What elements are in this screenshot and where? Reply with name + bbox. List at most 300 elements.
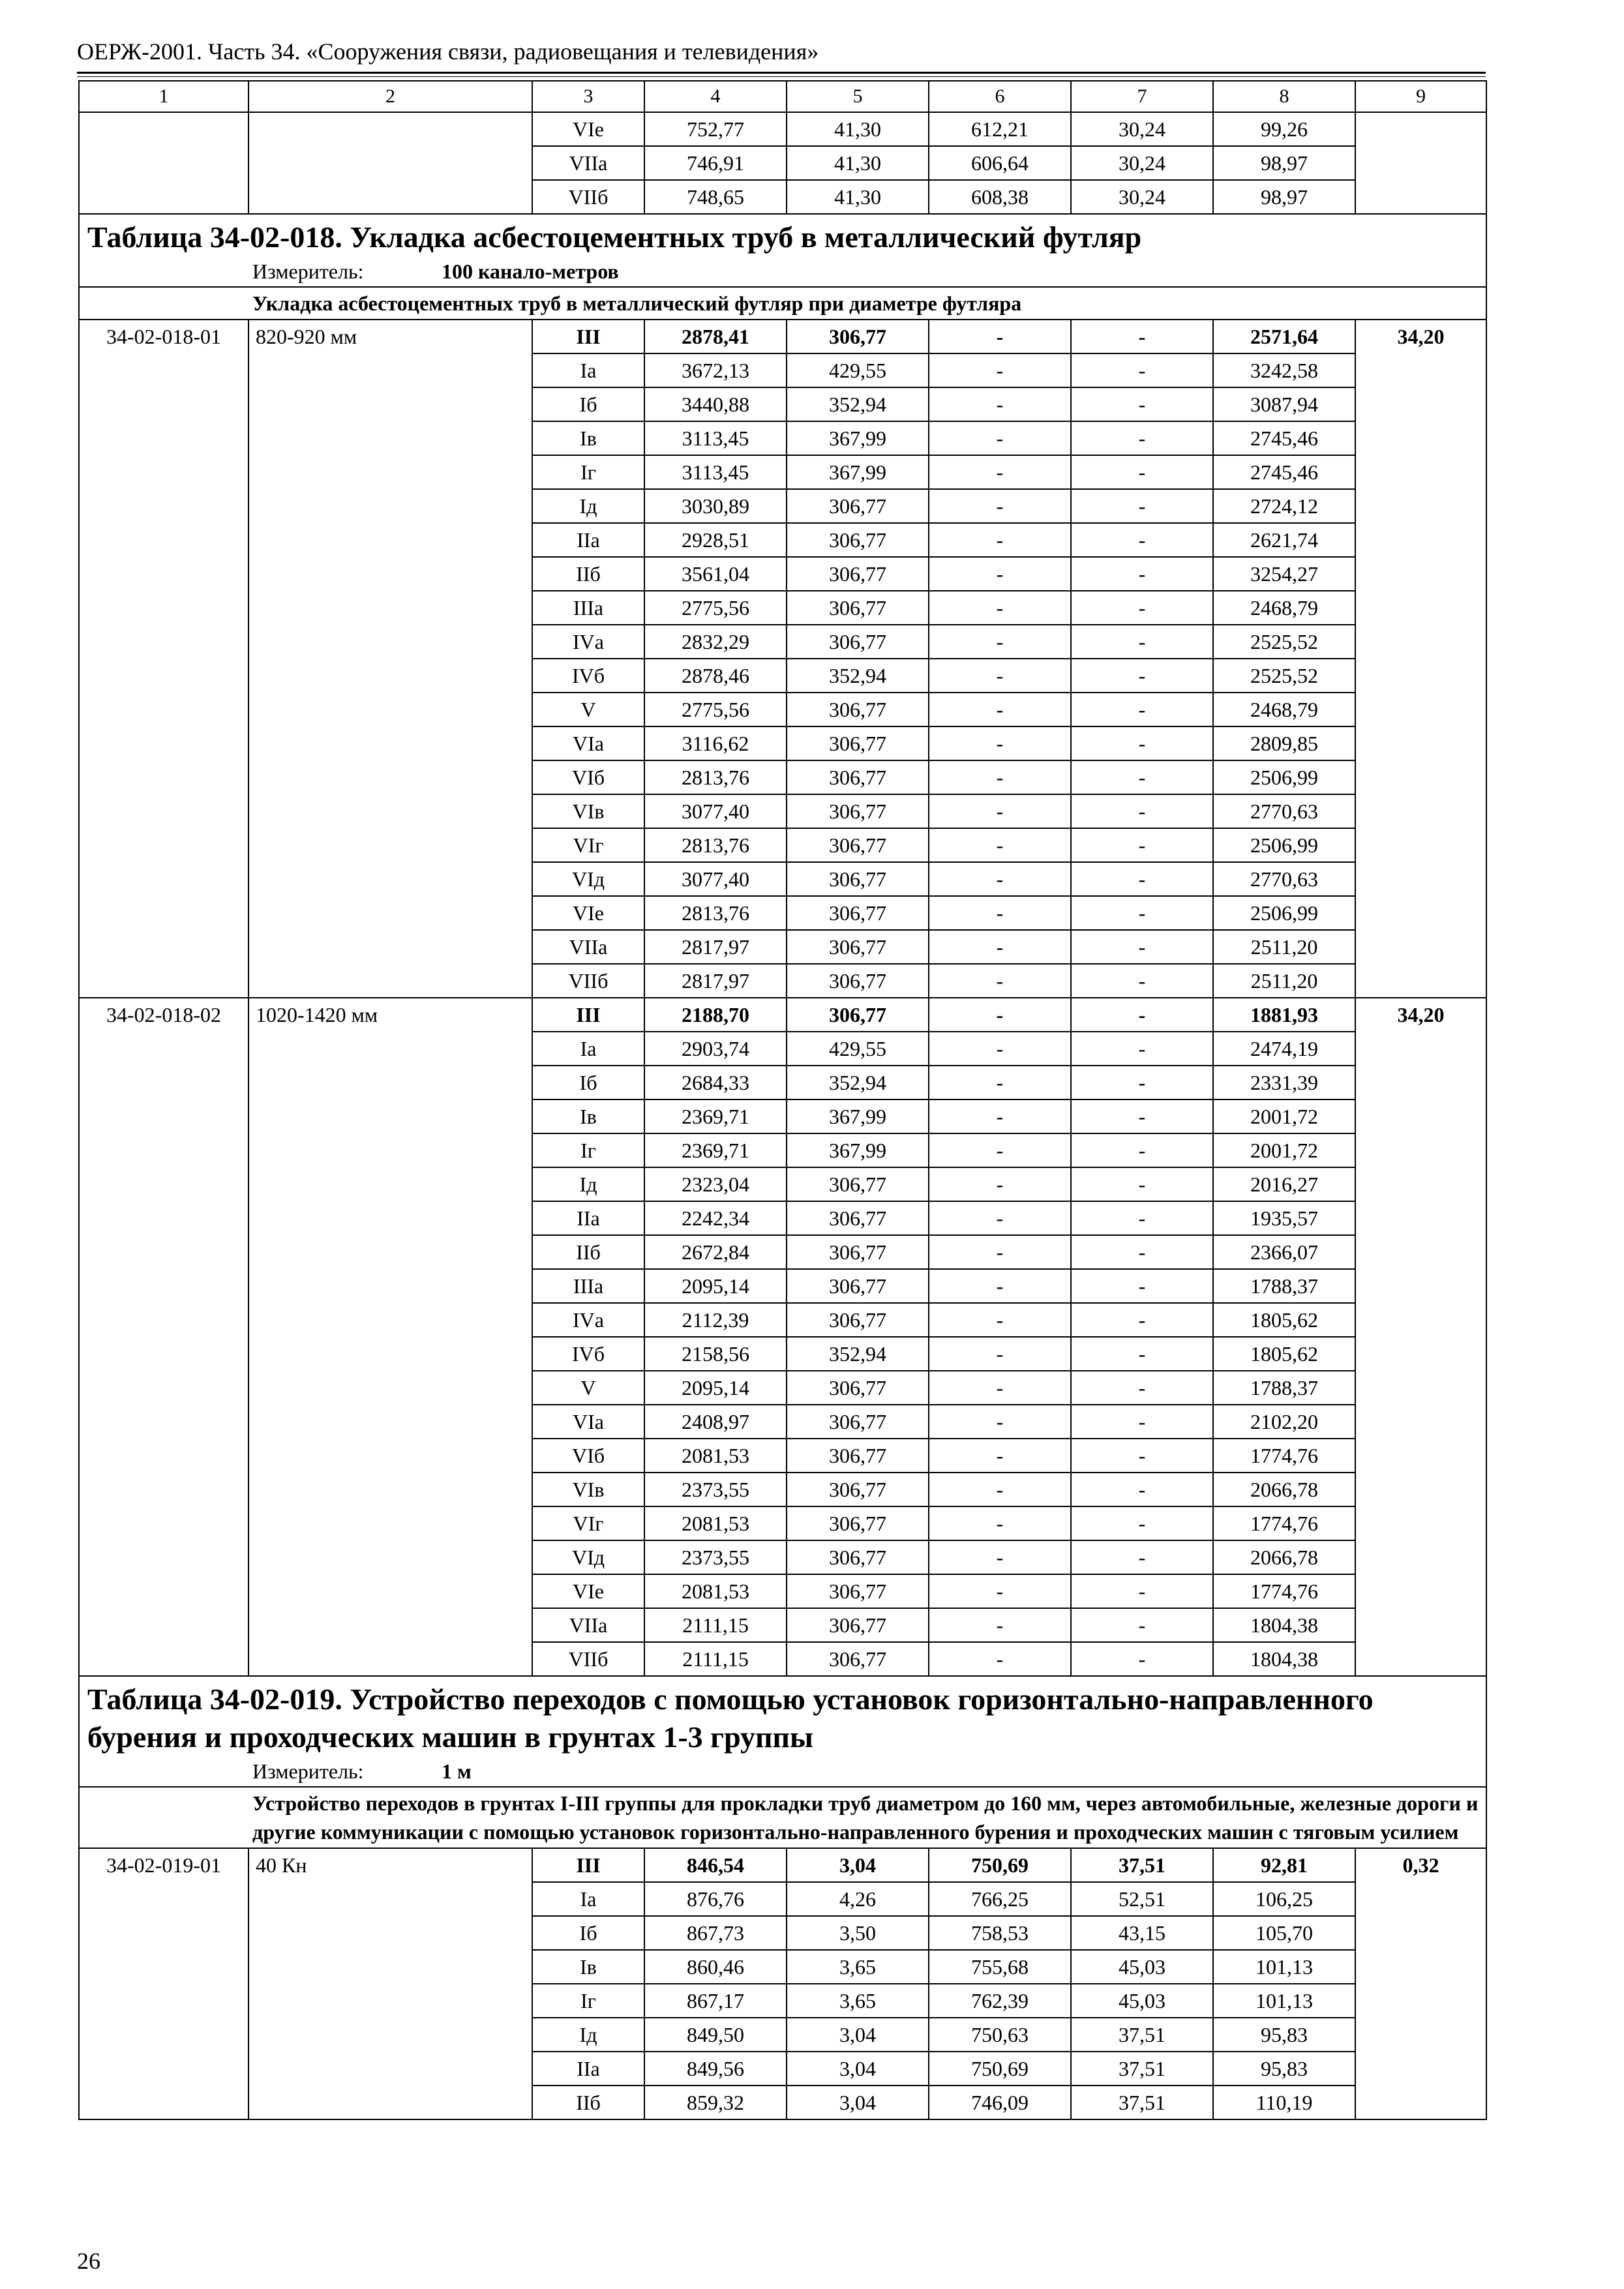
value-cell: 306,77: [787, 896, 929, 930]
zone-cell: Iа: [532, 353, 644, 387]
value-cell: 2474,19: [1213, 1032, 1355, 1066]
value-cell: 2331,39: [1213, 1066, 1355, 1100]
page-number: 26: [77, 2248, 100, 2274]
value-cell: 306,77: [787, 1540, 929, 1574]
zone-cell: IIб: [532, 1235, 644, 1269]
value-cell: 2511,20: [1213, 930, 1355, 964]
value-cell: 2468,79: [1213, 591, 1355, 625]
value-cell: 2928,51: [644, 523, 787, 557]
zone-cell: Iв: [532, 421, 644, 455]
value-cell: 2111,15: [644, 1608, 787, 1642]
value-cell: 3,65: [787, 1950, 929, 1984]
zone-cell: IVа: [532, 625, 644, 659]
item-name: 820-920 мм: [248, 320, 532, 998]
value-cell: 306,77: [787, 1201, 929, 1235]
value-cell: -: [929, 625, 1071, 659]
header-rule: [77, 72, 1486, 74]
column-number: 1: [79, 81, 248, 112]
value-cell: -: [1071, 828, 1213, 862]
value-cell: 755,68: [929, 1950, 1071, 1984]
value-cell: 2878,46: [644, 659, 787, 693]
measure-label: Измеритель:: [252, 260, 364, 283]
subheading: Устройство переходов в грунтах I-III группы для прокладки труб диаметром до 160 мм, через автомобильные, железные дороги и другие коммуникации с помощью установок горизонтально-направленного бурения и проходческих машин с тяговым усилием: [252, 1791, 1479, 1844]
zone-cell: VIе: [532, 112, 644, 146]
value-cell: 3,65: [787, 1984, 929, 2018]
value-cell: 306,77: [787, 998, 929, 1032]
value-cell: -: [1071, 387, 1213, 421]
value-cell: 306,77: [787, 1303, 929, 1337]
value-cell: 2903,74: [644, 1032, 787, 1066]
zone-cell: VIб: [532, 1439, 644, 1473]
value-cell: 608,38: [929, 180, 1071, 214]
value-cell: -: [929, 760, 1071, 794]
value-cell: 306,77: [787, 557, 929, 591]
measure-value: 100 канало-метров: [442, 260, 619, 283]
column-number: 9: [1355, 81, 1486, 112]
value-cell: 101,13: [1213, 1984, 1355, 2018]
value-cell: 30,24: [1071, 180, 1213, 214]
value-cell: 3,50: [787, 1916, 929, 1950]
value-cell: 52,51: [1071, 1882, 1213, 1916]
value-cell: -: [1071, 1066, 1213, 1100]
value-cell: 2066,78: [1213, 1540, 1355, 1574]
value-cell: 306,77: [787, 1608, 929, 1642]
zone-cell: V: [532, 1371, 644, 1405]
value-cell: -: [929, 421, 1071, 455]
value-cell: 37,51: [1071, 2018, 1213, 2052]
value-cell: 306,77: [787, 1371, 929, 1405]
value-cell: 2813,76: [644, 896, 787, 930]
value-cell: 2188,70: [644, 998, 787, 1032]
value-cell: 352,94: [787, 659, 929, 693]
value-cell: 95,83: [1213, 2052, 1355, 2086]
zone-cell: Iд: [532, 489, 644, 523]
value-cell: 45,03: [1071, 1984, 1213, 2018]
value-cell: 2724,12: [1213, 489, 1355, 523]
value-cell: 3,04: [787, 1848, 929, 1882]
value-cell: 2745,46: [1213, 455, 1355, 489]
value-cell: -: [929, 1337, 1071, 1371]
zone-cell: IIIа: [532, 591, 644, 625]
value-cell: 45,03: [1071, 1950, 1213, 1984]
value-cell: -: [929, 1133, 1071, 1167]
value-cell: 306,77: [787, 1506, 929, 1540]
value-cell: 2242,34: [644, 1201, 787, 1235]
zone-cell: V: [532, 693, 644, 726]
table-title: Таблица 34-02-018. Укладка асбестоцементных труб в металлический футляр: [79, 214, 1486, 256]
zone-cell: VIIб: [532, 1642, 644, 1676]
value-cell: 2102,20: [1213, 1405, 1355, 1439]
value-cell: 849,56: [644, 2052, 787, 2086]
zone-cell: Iб: [532, 1066, 644, 1100]
value-cell: 2366,07: [1213, 1235, 1355, 1269]
value-cell: -: [929, 1201, 1071, 1235]
value-cell: -: [1071, 1574, 1213, 1608]
value-cell: 3087,94: [1213, 387, 1355, 421]
zone-cell: Iд: [532, 1167, 644, 1201]
labor-cell-empty: [1355, 112, 1486, 214]
value-cell: -: [929, 1608, 1071, 1642]
value-cell: -: [1071, 523, 1213, 557]
column-number: 8: [1213, 81, 1355, 112]
value-cell: 306,77: [787, 320, 929, 353]
value-cell: 352,94: [787, 1066, 929, 1100]
value-cell: 3242,58: [1213, 353, 1355, 387]
value-cell: -: [1071, 726, 1213, 760]
value-cell: -: [929, 1506, 1071, 1540]
value-cell: 2111,15: [644, 1642, 787, 1676]
value-cell: -: [929, 1269, 1071, 1303]
value-cell: -: [929, 1066, 1071, 1100]
subheading: Укладка асбестоцементных труб в металлический футляр при диаметре футляра: [252, 292, 1022, 315]
value-cell: 3254,27: [1213, 557, 1355, 591]
zone-cell: IIа: [532, 523, 644, 557]
value-cell: 2369,71: [644, 1100, 787, 1133]
value-cell: 98,97: [1213, 146, 1355, 180]
value-cell: 306,77: [787, 964, 929, 998]
value-cell: -: [1071, 659, 1213, 693]
value-cell: 1805,62: [1213, 1303, 1355, 1337]
table-title: Таблица 34-02-019. Устройство переходов с помощью установок горизонтально-направленного бурения и проходческих машин в грунтах 1-3 группы: [79, 1676, 1486, 1756]
value-cell: 860,46: [644, 1950, 787, 1984]
labor-cost: 0,32: [1355, 1848, 1486, 2119]
value-cell: 92,81: [1213, 1848, 1355, 1882]
zone-cell: IIIа: [532, 1269, 644, 1303]
labor-cost: 34,20: [1355, 320, 1486, 998]
value-cell: -: [929, 353, 1071, 387]
value-cell: -: [1071, 1235, 1213, 1269]
value-cell: 750,69: [929, 1848, 1071, 1882]
zone-cell: Iд: [532, 2018, 644, 2052]
value-cell: -: [1071, 455, 1213, 489]
value-cell: 306,77: [787, 862, 929, 896]
table-row: [79, 112, 1486, 146]
value-cell: 306,77: [787, 1235, 929, 1269]
table-title-row: [79, 214, 1486, 256]
value-cell: 3,04: [787, 2052, 929, 2086]
value-cell: 2813,76: [644, 828, 787, 862]
zone-cell: VIб: [532, 760, 644, 794]
zone-cell: Iа: [532, 1882, 644, 1916]
value-cell: 2770,63: [1213, 862, 1355, 896]
column-number: 5: [787, 81, 929, 112]
value-cell: 2511,20: [1213, 964, 1355, 998]
zone-cell: VIа: [532, 1405, 644, 1439]
zone-cell: VIе: [532, 1574, 644, 1608]
value-cell: 306,77: [787, 1642, 929, 1676]
name-cell-empty: [248, 112, 532, 214]
item-name: 40 Кн: [248, 1848, 532, 2119]
zone-cell: Iв: [532, 1950, 644, 1984]
column-number: 3: [532, 81, 644, 112]
subheading-row: [79, 1787, 1486, 1848]
value-cell: -: [1071, 1303, 1213, 1337]
value-cell: 2745,46: [1213, 421, 1355, 455]
value-cell: -: [929, 591, 1071, 625]
value-cell: 762,39: [929, 1984, 1071, 2018]
subheading-row: [79, 287, 1486, 320]
value-cell: -: [1071, 1439, 1213, 1473]
labor-cost: 34,20: [1355, 998, 1486, 1676]
zone-cell: Iа: [532, 1032, 644, 1066]
value-cell: -: [929, 557, 1071, 591]
value-cell: -: [929, 523, 1071, 557]
value-cell: 306,77: [787, 1405, 929, 1439]
value-cell: -: [929, 828, 1071, 862]
value-cell: 746,91: [644, 146, 787, 180]
zone-cell: VIIа: [532, 146, 644, 180]
value-cell: 306,77: [787, 726, 929, 760]
value-cell: 3116,62: [644, 726, 787, 760]
value-cell: -: [1071, 1337, 1213, 1371]
value-cell: 98,97: [1213, 180, 1355, 214]
value-cell: 2016,27: [1213, 1167, 1355, 1201]
value-cell: 429,55: [787, 1032, 929, 1066]
value-cell: 306,77: [787, 1574, 929, 1608]
value-cell: 110,19: [1213, 2086, 1355, 2119]
value-cell: 3,04: [787, 2018, 929, 2052]
value-cell: -: [1071, 1608, 1213, 1642]
zone-cell: Iг: [532, 1984, 644, 2018]
value-cell: 867,17: [644, 1984, 787, 2018]
value-cell: 2878,41: [644, 320, 787, 353]
value-cell: 1804,38: [1213, 1608, 1355, 1642]
value-cell: 3113,45: [644, 421, 787, 455]
value-cell: 2506,99: [1213, 896, 1355, 930]
value-cell: 876,76: [644, 1882, 787, 1916]
zone-cell: VIIа: [532, 1608, 644, 1642]
value-cell: -: [929, 1473, 1071, 1506]
value-cell: 106,25: [1213, 1882, 1355, 1916]
value-cell: -: [1071, 1473, 1213, 1506]
value-cell: -: [929, 896, 1071, 930]
value-cell: 306,77: [787, 693, 929, 726]
column-number: 4: [644, 81, 787, 112]
value-cell: -: [1071, 1167, 1213, 1201]
value-cell: 746,09: [929, 2086, 1071, 2119]
value-cell: 2001,72: [1213, 1100, 1355, 1133]
value-cell: 37,51: [1071, 2052, 1213, 2086]
value-cell: 2817,97: [644, 964, 787, 998]
value-cell: 3077,40: [644, 794, 787, 828]
column-number: 6: [929, 81, 1071, 112]
value-cell: 859,32: [644, 2086, 787, 2119]
value-cell: 352,94: [787, 1337, 929, 1371]
value-cell: 367,99: [787, 1133, 929, 1167]
value-cell: 41,30: [787, 180, 929, 214]
zone-cell: VIг: [532, 828, 644, 862]
value-cell: -: [1071, 760, 1213, 794]
value-cell: -: [929, 1574, 1071, 1608]
value-cell: -: [1071, 353, 1213, 387]
value-cell: 41,30: [787, 112, 929, 146]
value-cell: -: [1071, 1100, 1213, 1133]
value-cell: 429,55: [787, 353, 929, 387]
value-cell: 306,77: [787, 828, 929, 862]
value-cell: 3561,04: [644, 557, 787, 591]
column-number-row: [79, 81, 1486, 112]
value-cell: 2525,52: [1213, 659, 1355, 693]
value-cell: 1881,93: [1213, 998, 1355, 1032]
value-cell: -: [1071, 421, 1213, 455]
value-cell: 750,63: [929, 2018, 1071, 2052]
value-cell: -: [929, 1100, 1071, 1133]
value-cell: 43,15: [1071, 1916, 1213, 1950]
value-cell: -: [929, 693, 1071, 726]
zone-cell: VIIб: [532, 964, 644, 998]
value-cell: 2323,04: [644, 1167, 787, 1201]
measure-label: Измеритель:: [252, 1759, 364, 1783]
value-cell: -: [929, 930, 1071, 964]
value-cell: -: [929, 862, 1071, 896]
value-cell: 37,51: [1071, 1848, 1213, 1882]
value-cell: -: [1071, 1133, 1213, 1167]
item-code: 34-02-018-02: [79, 998, 248, 1676]
value-cell: 1788,37: [1213, 1371, 1355, 1405]
value-cell: 2081,53: [644, 1574, 787, 1608]
value-cell: 306,77: [787, 1473, 929, 1506]
value-cell: 2373,55: [644, 1540, 787, 1574]
zone-cell: IVб: [532, 659, 644, 693]
value-cell: -: [929, 320, 1071, 353]
value-cell: -: [929, 489, 1071, 523]
value-cell: 2081,53: [644, 1439, 787, 1473]
zone-cell: Iг: [532, 1133, 644, 1167]
value-cell: 606,64: [929, 146, 1071, 180]
value-cell: -: [929, 455, 1071, 489]
value-cell: -: [1071, 1506, 1213, 1540]
value-cell: 2112,39: [644, 1303, 787, 1337]
value-cell: 95,83: [1213, 2018, 1355, 2052]
value-cell: 2525,52: [1213, 625, 1355, 659]
value-cell: 2832,29: [644, 625, 787, 659]
value-cell: -: [1071, 1269, 1213, 1303]
value-cell: 99,26: [1213, 112, 1355, 146]
value-cell: -: [1071, 794, 1213, 828]
value-cell: -: [929, 726, 1071, 760]
value-cell: 2684,33: [644, 1066, 787, 1100]
zone-cell: VIд: [532, 862, 644, 896]
column-number: 7: [1071, 81, 1213, 112]
zone-cell: III: [532, 1848, 644, 1882]
value-cell: 2809,85: [1213, 726, 1355, 760]
table-row: [79, 1848, 1486, 1882]
header-rule-thin: [77, 76, 1486, 77]
measure-cell: [79, 1756, 1486, 1787]
value-cell: 2001,72: [1213, 1133, 1355, 1167]
value-cell: 1788,37: [1213, 1269, 1355, 1303]
zone-cell: IIб: [532, 2086, 644, 2119]
column-number: 2: [248, 81, 532, 112]
value-cell: -: [929, 998, 1071, 1032]
page-header: ОЕРЖ-2001. Часть 34. «Сооружения связи, радиовещания и телевидения»: [77, 38, 819, 65]
value-cell: -: [929, 1540, 1071, 1574]
value-cell: 2571,64: [1213, 320, 1355, 353]
value-cell: 306,77: [787, 489, 929, 523]
value-cell: -: [1071, 557, 1213, 591]
value-cell: 2369,71: [644, 1133, 787, 1167]
value-cell: 4,26: [787, 1882, 929, 1916]
zone-cell: VIIа: [532, 930, 644, 964]
value-cell: 3672,13: [644, 353, 787, 387]
value-cell: 1804,38: [1213, 1642, 1355, 1676]
value-cell: 2621,74: [1213, 523, 1355, 557]
value-cell: 367,99: [787, 421, 929, 455]
item-code: 34-02-018-01: [79, 320, 248, 998]
value-cell: 752,77: [644, 112, 787, 146]
value-cell: 306,77: [787, 625, 929, 659]
value-cell: 3440,88: [644, 387, 787, 421]
value-cell: 849,50: [644, 2018, 787, 2052]
value-cell: -: [1071, 896, 1213, 930]
value-cell: 41,30: [787, 146, 929, 180]
zone-cell: IIа: [532, 2052, 644, 2086]
value-cell: 2373,55: [644, 1473, 787, 1506]
item-name: 1020-1420 мм: [248, 998, 532, 1676]
value-cell: -: [1071, 489, 1213, 523]
value-cell: 3077,40: [644, 862, 787, 896]
zone-cell: IIа: [532, 1201, 644, 1235]
value-cell: -: [1071, 998, 1213, 1032]
zone-cell: VIд: [532, 1540, 644, 1574]
value-cell: 1774,76: [1213, 1439, 1355, 1473]
value-cell: 612,21: [929, 112, 1071, 146]
measure-row: [79, 256, 1486, 287]
value-cell: 306,77: [787, 794, 929, 828]
value-cell: 1774,76: [1213, 1506, 1355, 1540]
value-cell: 2095,14: [644, 1269, 787, 1303]
value-cell: 758,53: [929, 1916, 1071, 1950]
value-cell: 306,77: [787, 1269, 929, 1303]
zone-cell: VIIб: [532, 180, 644, 214]
value-cell: 105,70: [1213, 1916, 1355, 1950]
value-cell: 748,65: [644, 180, 787, 214]
zone-cell: VIа: [532, 726, 644, 760]
value-cell: -: [929, 1439, 1071, 1473]
zone-cell: VIв: [532, 1473, 644, 1506]
value-cell: 101,13: [1213, 1950, 1355, 1984]
value-cell: -: [1071, 693, 1213, 726]
value-cell: -: [1071, 862, 1213, 896]
value-cell: 3030,89: [644, 489, 787, 523]
zone-cell: IVа: [532, 1303, 644, 1337]
zone-cell: III: [532, 998, 644, 1032]
value-cell: 3113,45: [644, 455, 787, 489]
code-cell-empty: [79, 112, 248, 214]
value-cell: -: [929, 1032, 1071, 1066]
zone-cell: IVб: [532, 1337, 644, 1371]
value-cell: 2506,99: [1213, 760, 1355, 794]
value-cell: 2066,78: [1213, 1473, 1355, 1506]
zone-cell: VIв: [532, 794, 644, 828]
value-cell: 306,77: [787, 930, 929, 964]
value-cell: 2158,56: [644, 1337, 787, 1371]
measure-value: 1 м: [442, 1759, 472, 1783]
value-cell: -: [929, 964, 1071, 998]
value-cell: 306,77: [787, 1439, 929, 1473]
table-row: [79, 998, 1486, 1032]
value-cell: -: [929, 659, 1071, 693]
zone-cell: VIе: [532, 896, 644, 930]
table-row: [79, 320, 1486, 353]
value-cell: -: [1071, 625, 1213, 659]
value-cell: 2770,63: [1213, 794, 1355, 828]
value-cell: 30,24: [1071, 146, 1213, 180]
measure-row: [79, 1756, 1486, 1787]
value-cell: 306,77: [787, 523, 929, 557]
rates-table: [78, 80, 1487, 2120]
value-cell: 1774,76: [1213, 1574, 1355, 1608]
